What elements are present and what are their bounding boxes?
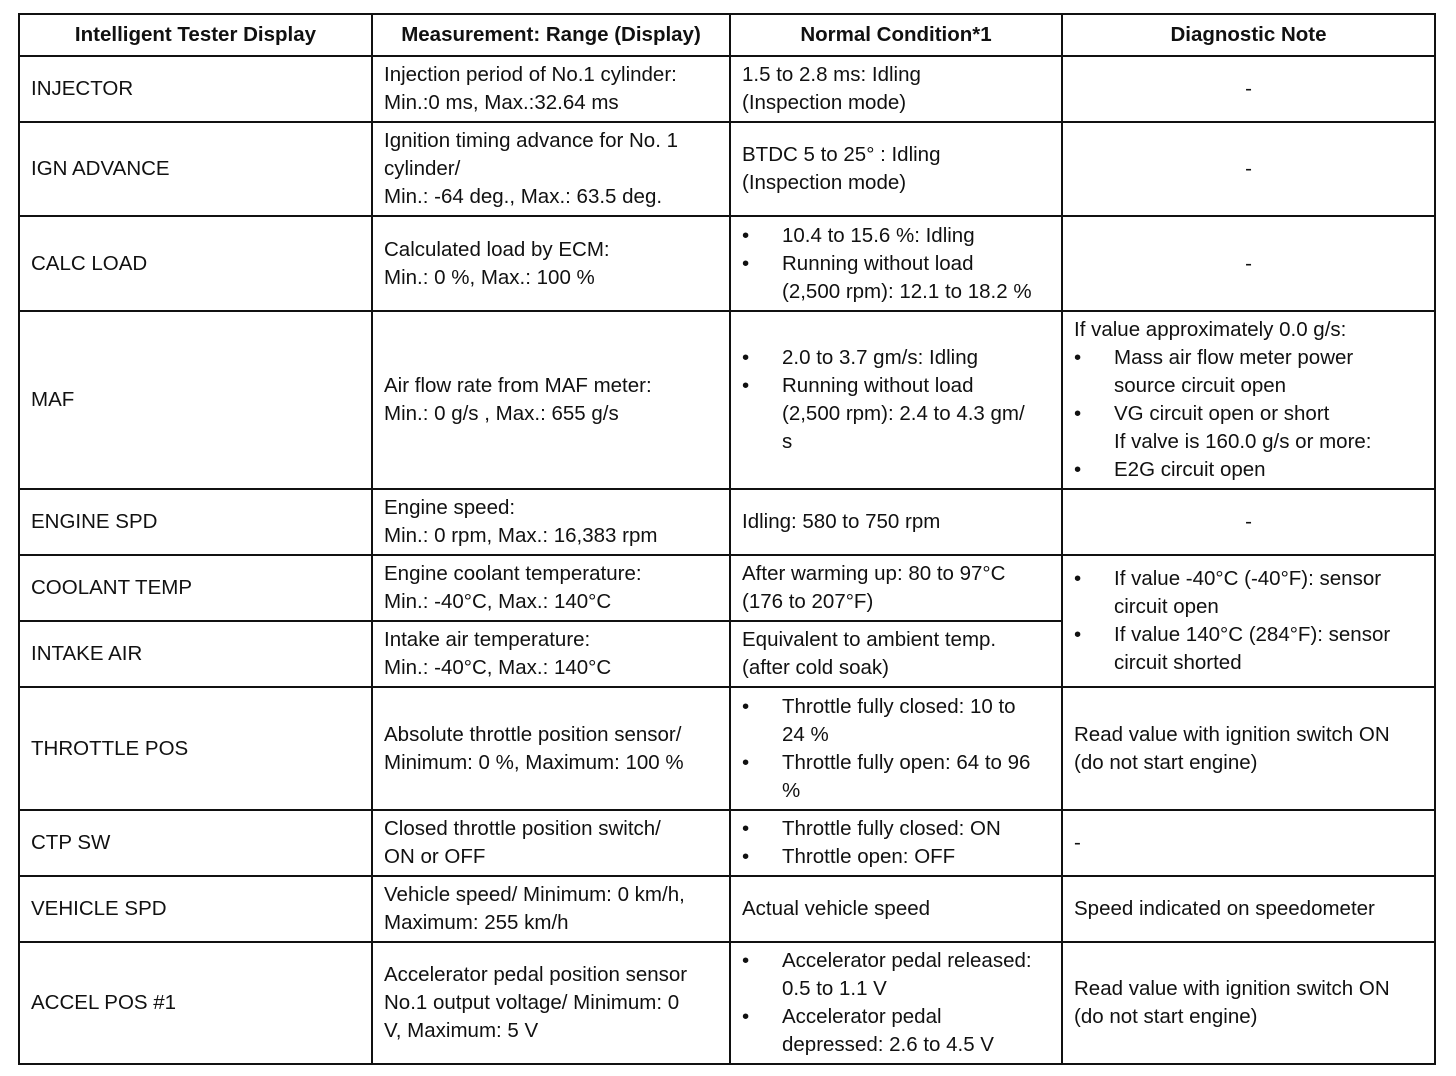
item-name: ACCEL POS #1 bbox=[19, 942, 372, 1064]
note-cell: - bbox=[1062, 122, 1435, 216]
range-cell: Accelerator pedal position sensor No.1 output voltage/ Minimum: 0 V, Maximum: 5 V bbox=[372, 942, 730, 1064]
range-cell: Ignition timing advance for No. 1 cylinder/ Min.: -64 deg., Max.: 63.5 deg. bbox=[372, 122, 730, 216]
list-item: • Throttle fully closed: 10 to 24 % bbox=[742, 693, 1050, 749]
list-item: • Running without load (2,500 rpm): 12.1 to 18.2 % bbox=[742, 250, 1050, 306]
range-cell: Engine speed: Min.: 0 rpm, Max.: 16,383 rpm bbox=[372, 489, 730, 555]
note-cell: If value approximately 0.0 g/s: • Mass air flow meter power source circuit open • VG circuit open or short If valve is 160.0 g/s or more: • E2G circuit open bbox=[1062, 311, 1435, 489]
table-row bbox=[19, 216, 1435, 311]
note-cell: - bbox=[1062, 489, 1435, 555]
note-cell: - bbox=[1062, 56, 1435, 122]
header-measurement-range: Measurement: Range (Display) bbox=[372, 14, 730, 56]
table-row bbox=[19, 311, 1435, 489]
note-cell: Read value with ignition switch ON (do not start engine) bbox=[1062, 687, 1435, 810]
normal-cell: 1.5 to 2.8 ms: Idling (Inspection mode) bbox=[730, 56, 1062, 122]
item-name: COOLANT TEMP bbox=[19, 555, 372, 621]
list-item: • Throttle fully closed: ON bbox=[742, 815, 1050, 843]
item-name: INJECTOR bbox=[19, 56, 372, 122]
list-item: • Accelerator pedal depressed: 2.6 to 4.5 V bbox=[742, 1003, 1050, 1059]
range-cell: Injection period of No.1 cylinder: Min.:0 ms, Max.:32.64 ms bbox=[372, 56, 730, 122]
range-cell: Vehicle speed/ Minimum: 0 km/h, Maximum: 255 km/h bbox=[372, 876, 730, 942]
table-row bbox=[19, 810, 1435, 876]
normal-cell bbox=[730, 810, 1062, 876]
list-item: • Throttle fully open: 64 to 96 % bbox=[742, 749, 1050, 805]
item-name: ENGINE SPD bbox=[19, 489, 372, 555]
list-item: • Accelerator pedal released: 0.5 to 1.1 V bbox=[742, 947, 1050, 1003]
note-cell bbox=[1062, 555, 1435, 687]
normal-cell: After warming up: 80 to 97°C (176 to 207°F) bbox=[730, 555, 1062, 621]
list-item: • VG circuit open or short bbox=[1074, 400, 1423, 428]
normal-cell: BTDC 5 to 25° : Idling (Inspection mode) bbox=[730, 122, 1062, 216]
range-cell: Calculated load by ECM: Min.: 0 %, Max.: 100 % bbox=[372, 216, 730, 311]
header-diagnostic-note: Diagnostic Note bbox=[1062, 14, 1435, 56]
table-row bbox=[19, 876, 1435, 942]
normal-cell: Actual vehicle speed bbox=[730, 876, 1062, 942]
range-cell: Engine coolant temperature: Min.: -40°C, Max.: 140°C bbox=[372, 555, 730, 621]
table-row bbox=[19, 56, 1435, 122]
normal-cell bbox=[730, 216, 1062, 311]
note-cell: - bbox=[1062, 810, 1435, 876]
normal-cell: Equivalent to ambient temp. (after cold soak) bbox=[730, 621, 1062, 687]
note-cell: Speed indicated on speedometer bbox=[1062, 876, 1435, 942]
item-name: IGN ADVANCE bbox=[19, 122, 372, 216]
list-item: • Running without load (2,500 rpm): 2.4 to 4.3 gm/ s bbox=[742, 372, 1050, 456]
table-row bbox=[19, 555, 1435, 621]
list-item: • 10.4 to 15.6 %: Idling bbox=[742, 222, 1050, 250]
range-cell: Air flow rate from MAF meter: Min.: 0 g/s , Max.: 655 g/s bbox=[372, 311, 730, 489]
list-item: • If value 140°C (284°F): sensor circuit shorted bbox=[1074, 621, 1423, 677]
note-cell: Read value with ignition switch ON (do not start engine) bbox=[1062, 942, 1435, 1064]
item-name: CALC LOAD bbox=[19, 216, 372, 311]
range-cell: Absolute throttle position sensor/ Minimum: 0 %, Maximum: 100 % bbox=[372, 687, 730, 810]
list-item: • Throttle open: OFF bbox=[742, 843, 1050, 871]
item-name: MAF bbox=[19, 311, 372, 489]
normal-cell bbox=[730, 942, 1062, 1064]
item-name: CTP SW bbox=[19, 810, 372, 876]
header-row bbox=[19, 14, 1435, 56]
data-list-table bbox=[18, 13, 1436, 1065]
header-normal-condition: Normal Condition*1 bbox=[730, 14, 1062, 56]
table-row bbox=[19, 122, 1435, 216]
range-cell: Closed throttle position switch/ ON or OFF bbox=[372, 810, 730, 876]
item-name: THROTTLE POS bbox=[19, 687, 372, 810]
normal-cell bbox=[730, 311, 1062, 489]
note-cell: - bbox=[1062, 216, 1435, 311]
table-row bbox=[19, 687, 1435, 810]
list-item: • E2G circuit open bbox=[1074, 456, 1423, 484]
list-item: • If value -40°C (-40°F): sensor circuit open bbox=[1074, 565, 1423, 621]
table-row bbox=[19, 942, 1435, 1064]
normal-cell: Idling: 580 to 750 rpm bbox=[730, 489, 1062, 555]
range-cell: Intake air temperature: Min.: -40°C, Max.: 140°C bbox=[372, 621, 730, 687]
header-tester-display: Intelligent Tester Display bbox=[19, 14, 372, 56]
item-name: INTAKE AIR bbox=[19, 621, 372, 687]
list-item: • 2.0 to 3.7 gm/s: Idling bbox=[742, 344, 1050, 372]
table-row bbox=[19, 489, 1435, 555]
normal-cell bbox=[730, 687, 1062, 810]
item-name: VEHICLE SPD bbox=[19, 876, 372, 942]
list-item: • Mass air flow meter power source circuit open bbox=[1074, 344, 1423, 400]
